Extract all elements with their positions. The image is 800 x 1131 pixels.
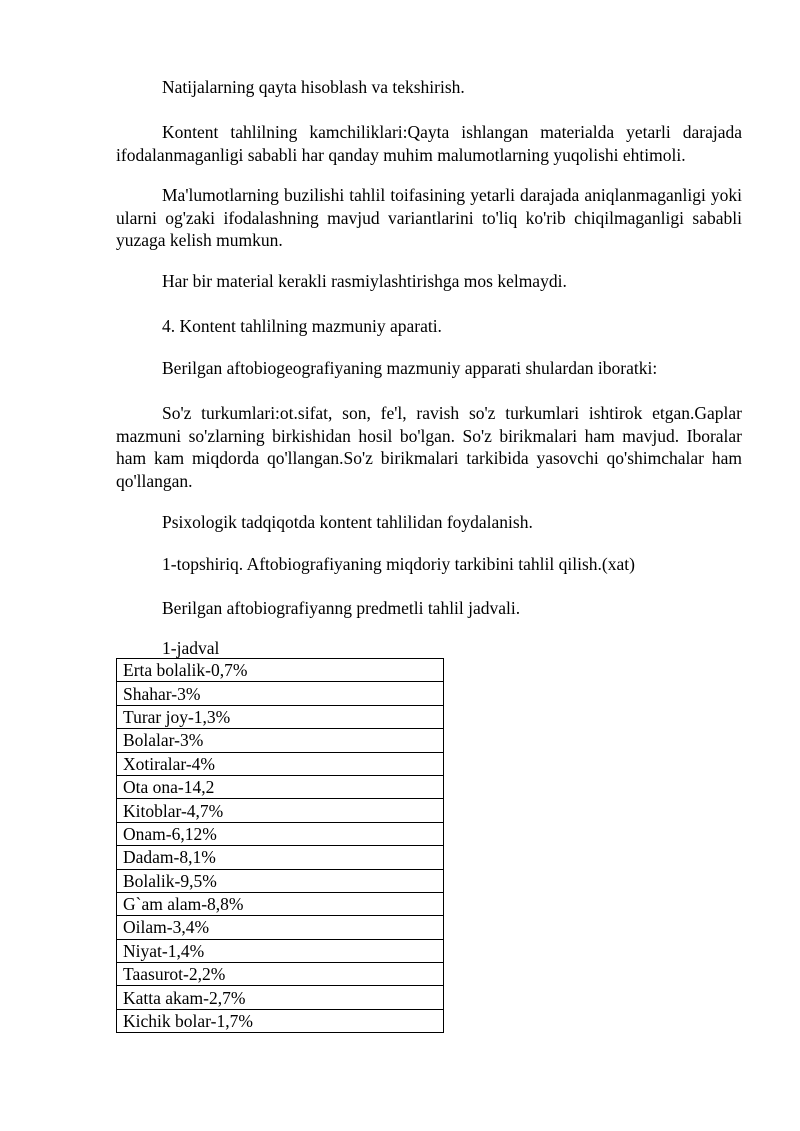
table-row <box>117 682 444 705</box>
table-cell: Erta bolalik-0,7% <box>117 659 444 682</box>
table-row <box>117 986 444 1009</box>
paragraph-psychological-research: Psixologik tadqiqotda kontent tahlilidan foydalanish. <box>162 512 533 532</box>
table-row <box>117 892 444 915</box>
paragraph-content-analysis-drawbacks: Kontent tahlilning kamchiliklari:Qayta ishlangan materialda yetarli darajada ifodalanmaganligi sababli har qanday muhim malumotlarning yuqolishi ehtimoli. <box>116 122 742 165</box>
table-row <box>117 916 444 939</box>
section-heading-content-apparatus: 4. Kontent tahlilning mazmuniy aparati. <box>162 316 442 336</box>
table-row <box>117 939 444 962</box>
paragraph-task-1: 1-topshiriq. Aftobiografiyaning miqdoriy tarkibini tahlil qilish.(xat) <box>162 554 635 574</box>
table-cell: Oilam-3,4% <box>117 916 444 939</box>
table-cell: Kitoblar-4,7% <box>117 799 444 822</box>
table-cell: Xotiralar-4% <box>117 752 444 775</box>
paragraph-table-intro: Berilgan aftobiografiyanng predmetli tahlil jadvali. <box>162 598 521 618</box>
table-row <box>117 963 444 986</box>
table-cell: Katta akam-2,7% <box>117 986 444 1009</box>
table-row <box>117 799 444 822</box>
table-cell: Ota ona-14,2 <box>117 775 444 798</box>
table-cell: Dadam-8,1% <box>117 846 444 869</box>
table-cell: Onam-6,12% <box>117 822 444 845</box>
table-cell: Niyat-1,4% <box>117 939 444 962</box>
paragraph-material-format: Har bir material kerakli rasmiylashtirishga mos kelmaydi. <box>162 271 567 291</box>
paragraph-apparatus-intro: Berilgan aftobiogeografiyaning mazmuniy apparati shulardan iboratki: <box>162 358 658 378</box>
table-row <box>117 775 444 798</box>
paragraph-results-check: Natijalarning qayta hisoblash va tekshirish. <box>162 77 465 97</box>
table-cell: G`am alam-8,8% <box>117 892 444 915</box>
paragraph-data-distortion: Ma'lumotlarning buzilishi tahlil toifasining yetarli darajada aniqlanmaganligi yoki ularni og'zaki ifodalashning mavjud variantlarini to'liq ko'rib chiqilmaganligi sababli yuzaga kelish mumkun. <box>116 185 742 250</box>
table-cell: Shahar-3% <box>117 682 444 705</box>
analysis-table <box>116 658 444 1033</box>
table-cell: Taasurot-2,2% <box>117 963 444 986</box>
table-cell: Bolalik-9,5% <box>117 869 444 892</box>
paragraph-word-classes: So'z turkumlari:ot.sifat, son, fe'l, ravish so'z turkumlari ishtirok etgan.Gaplar mazmuni so'zlarning birkishidan hosil bo'lgan. So'z birikmalari ham mavjud. Iboralar ham kam miqdorda qo'llangan.So'z birikmalari tarkibida yasovchi qo'shimchalar ham qo'llangan. <box>116 403 742 491</box>
table-row <box>117 659 444 682</box>
table-caption: 1-jadval <box>162 638 220 658</box>
table-cell: Kichik bolar-1,7% <box>117 1009 444 1032</box>
table-cell: Turar joy-1,3% <box>117 705 444 728</box>
table-row <box>117 705 444 728</box>
table-row <box>117 869 444 892</box>
table-row <box>117 1009 444 1032</box>
table-row <box>117 846 444 869</box>
table-row <box>117 729 444 752</box>
table-row <box>117 752 444 775</box>
table-row <box>117 822 444 845</box>
table-cell: Bolalar-3% <box>117 729 444 752</box>
